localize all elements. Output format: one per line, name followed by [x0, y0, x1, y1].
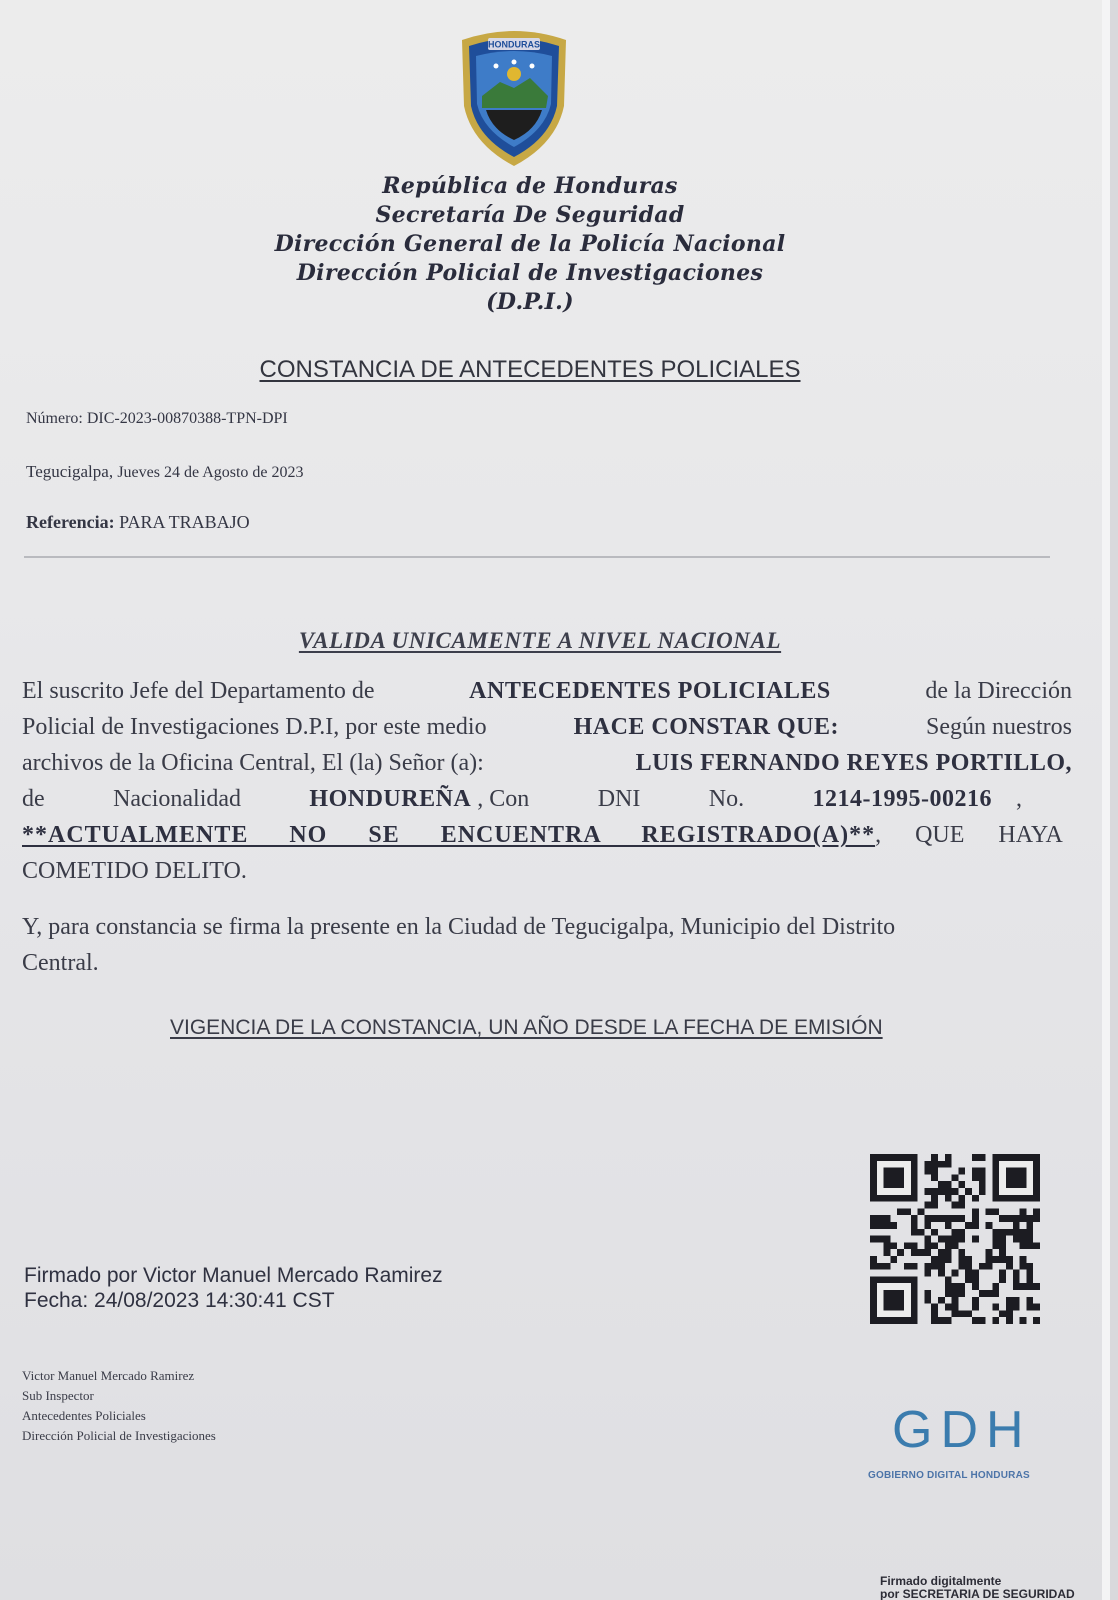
body-text: Policial de Investigaciones D.P.I, por este medio [22, 714, 487, 740]
page-edge [1102, 0, 1110, 1600]
body-emphasis: HACE CONSTAR QUE: [573, 714, 839, 740]
signer-division: Dirección Policial de Investigaciones [22, 1428, 216, 1443]
nationality-group [309, 784, 529, 814]
body-text: DNI [597, 786, 641, 812]
body-text: de [22, 786, 45, 812]
document-reference [26, 512, 250, 533]
gdh-subtitle: GOBIERNO DIGITAL HONDURAS [868, 1470, 1030, 1481]
body-line-5 [22, 820, 1072, 850]
document-title: CONSTANCIA DE ANTECEDENTES POLICIALES [259, 356, 801, 383]
digital-line-2: por SECRETARIA DE SEGURIDAD [880, 1587, 1075, 1600]
header-line-1: República de Honduras [382, 173, 678, 199]
body-text: Según nuestros [926, 714, 1072, 740]
body-text: Nacionalidad [113, 786, 242, 812]
body-text: , QUE HAYA [875, 822, 1063, 848]
body-text: de la Dirección [925, 678, 1072, 704]
validity-scope: VALIDA UNICAMENTE A NIVEL NACIONAL [298, 628, 782, 653]
body-line-6: COMETIDO DELITO. [22, 858, 247, 884]
document-number [26, 410, 288, 428]
police-seal-icon [452, 26, 576, 168]
record-status: **ACTUALMENTE NO SE ENCUENTRA REGISTRADO(A)** [22, 822, 876, 848]
signature-date: Fecha: 24/08/2023 14:30:41 CST [24, 1289, 335, 1312]
dni-group [813, 784, 1022, 814]
reference-label: Referencia: [26, 512, 115, 532]
digital-signature-block [24, 1263, 443, 1313]
signer-rank: Sub Inspector [22, 1388, 94, 1403]
header-line-3: Dirección General de la Policía Nacional [274, 231, 786, 257]
document-date [26, 462, 304, 482]
body-emphasis: ANTECEDENTES POLICIALES [469, 678, 831, 704]
body-text: archivos de la Oficina Central, El (la) Señor (a): [22, 750, 484, 776]
body-line-1 [22, 676, 1072, 706]
signer-name: Victor Manuel Mercado Ramirez [22, 1368, 195, 1383]
date-value: Jueves 24 de Agosto de 2023 [117, 464, 304, 481]
gdh-logo: GDH [892, 1401, 1032, 1459]
body-line-4 [22, 784, 1072, 814]
seal-lettering: HONDURAS [487, 39, 541, 50]
number-value: DIC-2023-00870388-TPN-DPI [86, 410, 288, 427]
closing-line-2: Central. [22, 950, 99, 976]
institution-header [220, 172, 840, 317]
person-name: LUIS FERNANDO REYES PORTILLO, [635, 750, 1072, 776]
qr-code-icon [870, 1154, 1040, 1324]
digitally-signed-note [880, 1575, 1075, 1600]
city-label: Tegucigalpa, [26, 462, 114, 481]
body-text: No. [708, 786, 745, 812]
body-text: El suscrito Jefe del Departamento de [22, 678, 375, 704]
digital-line-1: Firmado digitalmente [880, 1574, 1002, 1588]
body-text: , [1015, 786, 1022, 812]
body-text: , Con [477, 786, 530, 812]
dni-value: 1214-1995-00216 [812, 786, 992, 812]
number-label: Número: [26, 410, 83, 427]
closing-line-1: Y, para constancia se firma la presente en la Ciudad de Tegucigalpa, Municipio del Distrito [22, 914, 896, 940]
header-line-2: Secretaría De Seguridad [375, 202, 685, 228]
nationality-value: HONDUREÑA [309, 786, 472, 812]
reference-value: PARA TRABAJO [119, 512, 250, 532]
validity-period: VIGENCIA DE LA CONSTANCIA, UN AÑO DESDE LA FECHA DE EMISIÓN [170, 1016, 883, 1039]
header-line-5: (D.P.I.) [486, 289, 574, 315]
signer-department: Antecedentes Policiales [22, 1408, 146, 1423]
signed-by: Firmado por Victor Manuel Mercado Ramirez [24, 1264, 443, 1287]
signer-details [22, 1366, 216, 1446]
body-line-2 [22, 712, 1072, 742]
divider [24, 556, 1050, 558]
header-line-4: Dirección Policial de Investigaciones [296, 260, 764, 286]
body-line-3 [22, 748, 1072, 778]
